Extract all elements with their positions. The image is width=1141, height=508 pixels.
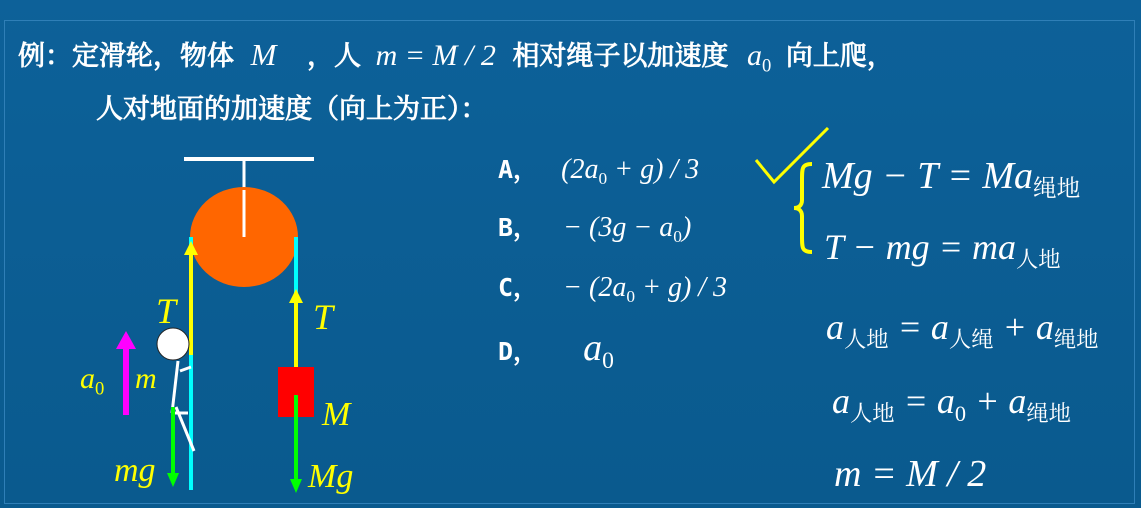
weight-label-person: mg (114, 452, 156, 489)
tension-label-left: T (156, 291, 177, 331)
option-d[interactable] (498, 326, 614, 375)
block-mass-label: M (322, 396, 351, 433)
a0-base: a (747, 39, 763, 72)
option-c-label: C， (498, 273, 539, 302)
equation-5: m = M / 2 (834, 453, 987, 495)
option-b[interactable] (498, 208, 691, 247)
option-b-label: B， (498, 213, 539, 242)
problem-line-1 (18, 34, 894, 78)
equation-4: $a_{人地} = a_0 + a_{绳地}$ (832, 381, 1071, 427)
problem-mid: 相对绳子以加速度 (512, 41, 729, 72)
problem-sep: ，人 (307, 41, 362, 72)
problem-prefix: 例：定滑轮，物体 (18, 41, 234, 72)
option-d-label: D， (498, 337, 539, 366)
option-a-expr: $(2a_0 + g) / 3$ (561, 154, 700, 189)
tension-arrow-right (289, 289, 303, 367)
equation-3: $a_{人地} = a_{人绳} + a_{绳地}$ (826, 307, 1099, 353)
problem-line-2: 人对地面的加速度（向上为正）： (96, 94, 488, 125)
person-figure (157, 328, 194, 451)
option-d-expr: $a_0$ (583, 327, 614, 375)
a0-sub: 0 (762, 55, 772, 77)
option-c[interactable] (498, 268, 727, 307)
equation-2: T − mg = $ma_{人地}$ (824, 227, 1061, 273)
man-mass-expr: m = M / 2 (375, 39, 496, 72)
acceleration-arrow (116, 331, 136, 415)
option-b-expr: − $(3g - a_0)$ (563, 212, 692, 247)
problem-end: 向上爬， (785, 41, 894, 72)
equation-1: $Mg - T = Ma_{绳地}$ (822, 155, 1081, 203)
person-mass-label: m (135, 362, 157, 395)
option-a-label: A， (498, 155, 539, 184)
option-a[interactable] (498, 150, 699, 189)
left-brace-icon (792, 160, 816, 256)
tension-label-right: T (313, 297, 334, 337)
gravity-arrow-left (167, 407, 179, 487)
weight-label-block: Mg (308, 458, 354, 495)
accel-label: $a_0$ (80, 362, 105, 400)
a0-symbol (747, 39, 772, 77)
var-M: M (250, 37, 277, 72)
option-c-expr: − $(2a_0 + g) / 3$ (563, 272, 728, 307)
